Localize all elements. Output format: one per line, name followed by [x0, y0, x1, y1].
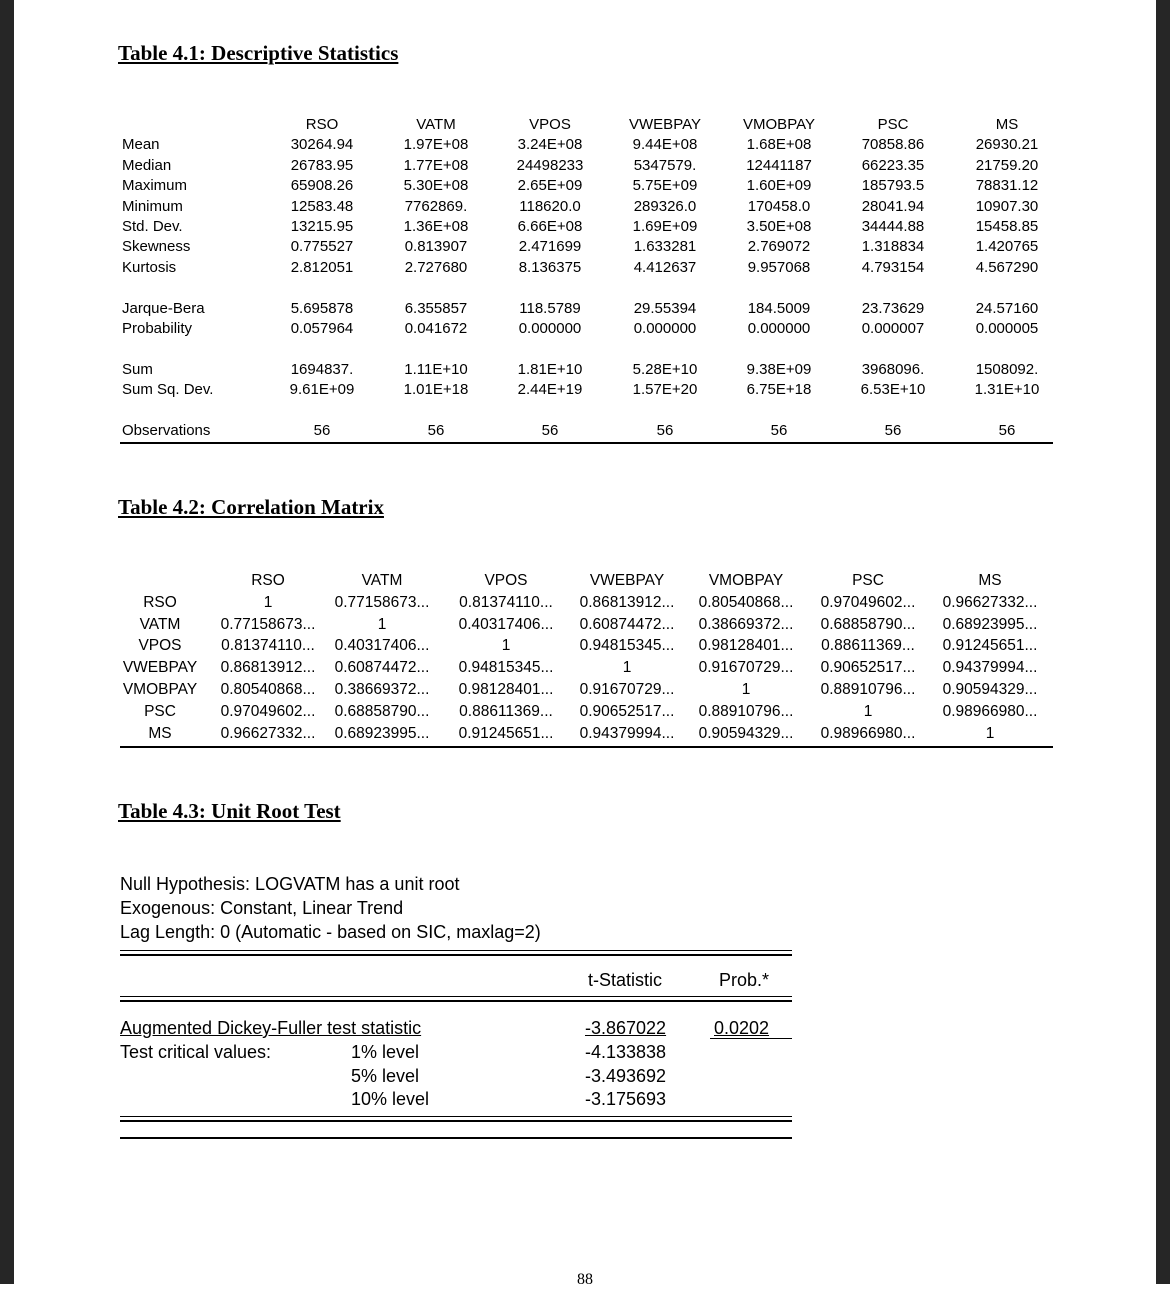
table-row	[120, 380, 1052, 400]
row-label: Kurtosis	[122, 258, 177, 276]
table-row	[120, 360, 1052, 380]
table-cell: 24.57160	[975, 299, 1039, 317]
table-cell: 2.769072	[747, 238, 811, 256]
table-row	[120, 614, 1053, 636]
table-cell: 0.94379994...	[579, 724, 675, 742]
column-header: VATM	[361, 572, 403, 589]
table-cell: 0.90652517...	[820, 659, 916, 677]
table-cell: 1	[741, 680, 751, 698]
table-cell: 12583.48	[290, 197, 354, 215]
table-cell: 0.98128401...	[698, 637, 794, 655]
column-header: VPOS	[529, 116, 571, 133]
table-cell: 0.96627332...	[220, 724, 316, 742]
table-cell: 6.66E+08	[517, 217, 583, 235]
table-row	[120, 657, 1053, 679]
table-cell: 56	[998, 421, 1016, 439]
table-cell: 0.77158673...	[220, 615, 316, 633]
row-label: MS	[148, 724, 172, 742]
right-frame-border	[1156, 0, 1170, 1284]
adf-label: Augmented Dickey-Fuller test statistic	[120, 1018, 422, 1038]
rule	[120, 1137, 792, 1139]
table-cell: 170458.0	[747, 197, 811, 215]
table-cell: 4.567290	[975, 258, 1039, 276]
table-cell: 1.31E+10	[974, 381, 1040, 399]
table1-title: Table 4.1: Descriptive Statistics	[118, 41, 399, 65]
table-cell: 0.98966980...	[942, 702, 1038, 720]
table-cell: 1	[985, 724, 995, 742]
table-row	[120, 299, 1052, 319]
table-cell: 1.36E+08	[403, 217, 469, 235]
table-cell: 9.957068	[747, 258, 811, 276]
table-cell: 5.28E+10	[632, 360, 698, 378]
table-cell: 0.88910796...	[698, 702, 794, 720]
table-cell: 0.88910796...	[820, 680, 916, 698]
table2-bottom-rule	[120, 746, 1053, 748]
table-cell: 3968096.	[861, 360, 925, 378]
correlation-matrix-table	[120, 570, 1053, 744]
table-cell: 24498233	[516, 156, 584, 174]
table-cell: 78831.12	[975, 177, 1039, 195]
table-cell: 21759.20	[975, 156, 1039, 174]
table-cell: 56	[656, 421, 674, 439]
column-header: PSC	[877, 116, 909, 133]
table-cell: 23.73629	[861, 299, 925, 317]
table-cell: 3.50E+08	[746, 217, 812, 235]
table-cell: 66223.35	[861, 156, 925, 174]
table-cell: 1.633281	[633, 238, 697, 256]
row-spacer	[120, 278, 1052, 298]
table-cell: 0.041672	[404, 319, 468, 337]
table-row	[120, 421, 1052, 441]
table-cell: 0.81374110...	[459, 593, 553, 611]
level-label: 1% level	[351, 1042, 420, 1062]
table-cell: 26783.95	[290, 156, 354, 174]
row-label: Mean	[122, 136, 160, 154]
table-cell: 4.412637	[633, 258, 697, 276]
table-row	[120, 176, 1052, 196]
rule	[120, 996, 792, 997]
row-label: Observations	[122, 421, 211, 439]
table-cell: 1.81E+10	[517, 360, 583, 378]
row-spacer	[120, 400, 1052, 420]
table-cell: 9.38E+09	[746, 360, 812, 378]
table-cell: 1.97E+08	[403, 136, 469, 154]
table-cell: 1	[622, 659, 632, 677]
table-cell: 10907.30	[975, 197, 1039, 215]
table-cell: 0.91245651...	[942, 637, 1038, 655]
table-row	[120, 237, 1052, 257]
column-header: VPOS	[484, 572, 528, 589]
table-cell: 70858.86	[861, 136, 925, 154]
table-row	[120, 319, 1052, 339]
table-cell: 2.44E+19	[517, 381, 583, 399]
table-row	[120, 156, 1052, 176]
table-cell: 0.60874472...	[579, 615, 675, 633]
table-cell: 0.68858790...	[334, 702, 430, 720]
row-label: Jarque-Bera	[122, 299, 205, 317]
table-cell: 0.97049602...	[220, 702, 316, 720]
table-cell: 26930.21	[975, 136, 1039, 154]
table-cell: 3.24E+08	[517, 136, 583, 154]
table-cell: 0.000007	[861, 319, 925, 337]
table-cell: 0.80540868...	[220, 680, 316, 698]
table-cell: 0.68923995...	[942, 615, 1038, 633]
table-cell: 0.77158673...	[334, 593, 430, 611]
table-row	[120, 258, 1052, 278]
table-cell: 6.355857	[404, 299, 468, 317]
row-label: Median	[122, 156, 172, 174]
table-cell: 0.60874472...	[334, 659, 430, 677]
table-cell: 5.695878	[290, 299, 354, 317]
table-cell: 0.90594329...	[698, 724, 794, 742]
table-cell: 7762869.	[404, 197, 468, 215]
column-header: VWEBPAY	[629, 116, 701, 133]
table-cell: 0.88611369...	[459, 702, 553, 720]
table-cell: 1	[377, 615, 387, 633]
column-header: VWEBPAY	[589, 572, 665, 589]
table-cell: 184.5009	[747, 299, 811, 317]
critical-values-label: Test critical values:	[120, 1042, 272, 1062]
column-header: VMOBPAY	[743, 116, 815, 133]
column-header: MS	[978, 572, 1002, 589]
row-label: Probability	[122, 319, 193, 337]
row-label: VATM	[139, 615, 181, 633]
row-spacer	[120, 339, 1052, 359]
table-cell: 8.136375	[518, 258, 582, 276]
table-cell: 1	[263, 593, 273, 611]
table-cell: 56	[313, 421, 331, 439]
table-cell: 9.61E+09	[289, 381, 355, 399]
table-cell: 1.318834	[861, 238, 925, 256]
table-cell: 56	[541, 421, 559, 439]
table-cell: 1.68E+08	[746, 136, 812, 154]
table-cell: 0.94815345...	[579, 637, 675, 655]
row-label: VMOBPAY	[122, 680, 198, 698]
table-row	[120, 197, 1052, 217]
table-cell: 5.75E+09	[632, 177, 698, 195]
level-label: 10% level	[351, 1089, 430, 1109]
table-cell: 0.94815345...	[458, 659, 554, 677]
column-header: VMOBPAY	[708, 572, 784, 589]
column-header: MS	[995, 116, 1019, 133]
table2-header-row	[120, 570, 1053, 592]
row-label: Maximum	[122, 177, 188, 195]
table-cell: 118.5789	[519, 299, 581, 317]
table-cell: 0.96627332...	[942, 593, 1038, 611]
table-cell: 0.91670729...	[579, 680, 675, 698]
table-cell: 1694837.	[290, 360, 354, 378]
table-cell: 56	[770, 421, 788, 439]
null-hypothesis: Null Hypothesis: LOGVATM has a unit root	[120, 874, 460, 894]
table-cell: 15458.85	[975, 217, 1039, 235]
prob-header: Prob.*	[719, 970, 770, 990]
table-cell: 65908.26	[290, 177, 354, 195]
table-cell: 0.81374110...	[221, 637, 315, 655]
table-cell: 0.98128401...	[458, 680, 554, 698]
column-header: VATM	[416, 116, 456, 133]
table-cell: 1508092.	[975, 360, 1039, 378]
table-cell: 1.77E+08	[403, 156, 469, 174]
t-statistic-header: t-Statistic	[588, 970, 663, 990]
row-label: Skewness	[122, 238, 191, 256]
row-label: Sum	[122, 360, 153, 378]
table-cell: 2.471699	[518, 238, 582, 256]
table-cell: 1.11E+10	[404, 360, 468, 378]
table-cell: 0.38669372...	[698, 615, 794, 633]
table3-title: Table 4.3: Unit Root Test	[118, 799, 341, 823]
table-cell: 34444.88	[861, 217, 925, 235]
table-cell: 5.30E+08	[403, 177, 469, 195]
table-cell: 13215.95	[290, 217, 354, 235]
table-cell: 0.91245651...	[458, 724, 554, 742]
document-page	[14, 0, 1156, 1288]
page-number: 88	[577, 1271, 593, 1288]
table-cell: 1	[501, 637, 511, 655]
table-cell: 0.91670729...	[698, 659, 794, 677]
table-cell: 0.000000	[518, 319, 582, 337]
table-cell: 29.55394	[633, 299, 697, 317]
table-cell: 0.000005	[975, 319, 1039, 337]
table-cell: 12441187	[746, 156, 812, 174]
table-cell: 4.793154	[861, 258, 925, 276]
left-frame-border	[0, 0, 14, 1284]
column-header: RSO	[305, 116, 339, 133]
table-row	[120, 217, 1052, 237]
table-cell: 1.57E+20	[632, 381, 698, 399]
table-row	[120, 701, 1053, 723]
table-cell: 0.813907	[404, 238, 468, 256]
level-value: -3.493692	[585, 1066, 667, 1086]
table-cell: 0.40317406...	[458, 615, 554, 633]
adf-tstat: -3.867022	[585, 1018, 667, 1038]
row-label: Minimum	[122, 197, 183, 215]
table-cell: 0.80540868...	[698, 593, 794, 611]
table-row	[120, 635, 1053, 657]
rule	[120, 954, 792, 956]
table-cell: 2.65E+09	[517, 177, 583, 195]
table-row	[120, 723, 1053, 745]
table-cell: 0.68923995...	[334, 724, 430, 742]
row-label: VWEBPAY	[122, 659, 198, 677]
table-cell: 0.90594329...	[942, 680, 1038, 698]
table-cell: 0.40317406...	[334, 637, 430, 655]
rule	[120, 950, 792, 951]
level-value: -4.133838	[585, 1042, 667, 1062]
table-cell: 6.53E+10	[860, 381, 926, 399]
row-label: Std. Dev.	[122, 217, 183, 235]
row-label: RSO	[143, 593, 177, 611]
table-cell: 0.88611369...	[821, 637, 915, 655]
table-cell: 1.69E+09	[632, 217, 698, 235]
table-cell: 56	[884, 421, 902, 439]
rule	[120, 1000, 792, 1002]
table-cell: 185793.5	[861, 177, 925, 195]
table-cell: 0.38669372...	[334, 680, 430, 698]
table-cell: 0.86813912...	[220, 659, 316, 677]
lag-length-line: Lag Length: 0 (Automatic - based on SIC, maxlag=2)	[120, 922, 541, 942]
column-header: RSO	[251, 572, 285, 589]
rule	[120, 1120, 792, 1122]
table-cell: 0.775527	[290, 238, 354, 256]
table-cell: 0.68858790...	[820, 615, 916, 633]
table-cell: 1.420765	[975, 238, 1039, 256]
table-cell: 0.000000	[633, 319, 697, 337]
table-cell: 5347579.	[633, 156, 697, 174]
adf-prob: 0.0202	[714, 1018, 770, 1038]
table-cell: 1	[863, 702, 873, 720]
table-cell: 56	[427, 421, 445, 439]
exogenous-line: Exogenous: Constant, Linear Trend	[120, 898, 404, 918]
table-cell: 6.75E+18	[746, 381, 812, 399]
table1-header-row	[120, 115, 1052, 135]
table-cell: 0.94379994...	[942, 659, 1038, 677]
column-header: PSC	[852, 572, 884, 589]
table1-bottom-rule	[120, 442, 1053, 444]
table-cell: 0.86813912...	[579, 593, 675, 611]
table-row	[120, 135, 1052, 155]
rule	[120, 1116, 792, 1117]
table-cell: 0.057964	[290, 319, 354, 337]
table-cell: 289326.0	[633, 197, 697, 215]
rule	[710, 1038, 792, 1039]
table-cell: 118620.0	[519, 197, 581, 215]
table-row	[120, 679, 1053, 701]
row-label: Sum Sq. Dev.	[122, 381, 214, 399]
table-cell: 0.97049602...	[820, 593, 916, 611]
level-value: -3.175693	[585, 1089, 667, 1109]
table-cell: 0.98966980...	[820, 724, 916, 742]
table-row	[120, 592, 1053, 614]
table-cell: 28041.94	[861, 197, 925, 215]
descriptive-statistics-table	[120, 115, 1052, 441]
table-cell: 2.727680	[404, 258, 468, 276]
row-label: VPOS	[138, 637, 182, 655]
row-label: PSC	[144, 702, 176, 720]
level-label: 5% level	[351, 1066, 420, 1086]
table-cell: 30264.94	[290, 136, 354, 154]
table-cell: 2.812051	[290, 258, 354, 276]
table-cell: 1.01E+18	[403, 381, 469, 399]
table2-title: Table 4.2: Correlation Matrix	[118, 495, 384, 519]
table-cell: 1.60E+09	[746, 177, 812, 195]
table-cell: 0.000000	[747, 319, 811, 337]
table-cell: 9.44E+08	[632, 136, 698, 154]
table-cell: 0.90652517...	[579, 702, 675, 720]
